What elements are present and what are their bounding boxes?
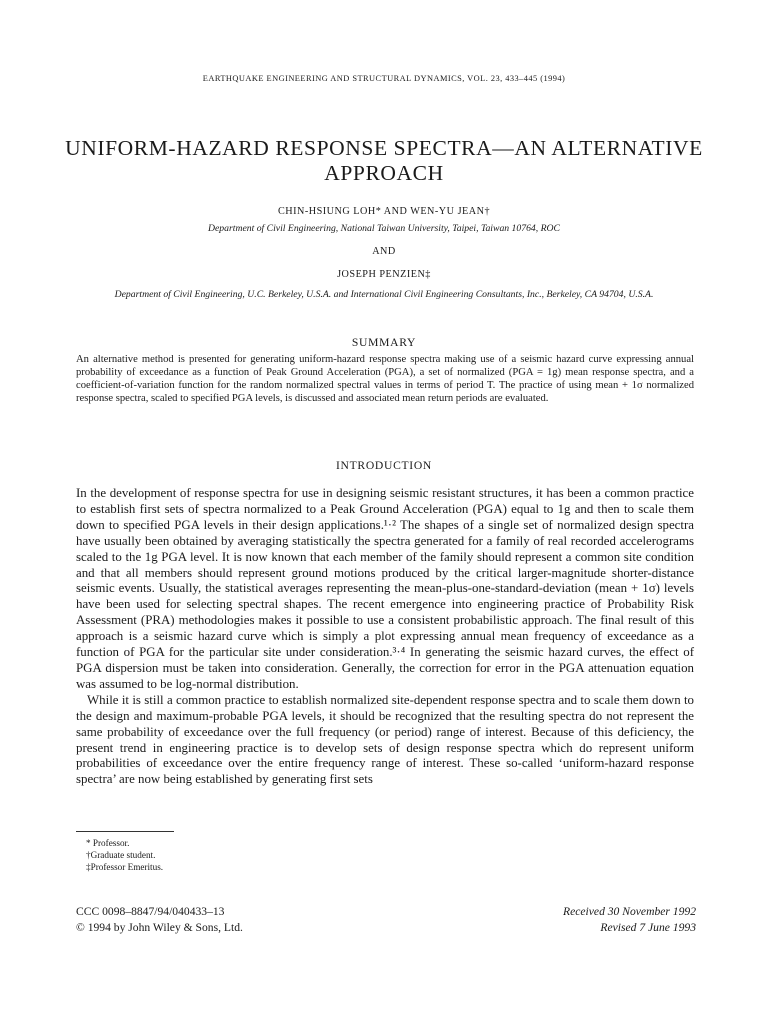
intro-paragraph-1: In the development of response spectra for use in designing seismic resistant structures, it has been a common practice to establish first sets of spectra normalized to a Peak Ground Acceleration (PGA) equal to 1g and then to scale them down to specified PGA levels in their design applications.¹·² The shapes of a single set of normalized design spectra have usually been obtained by averaging statistically the spectra generated for a family of real recorded accelerograms scaled to the 1g PGA level. It is now known that each member of the family should represent a common site condition and that all members should represent ground motions produced by the critical larger-magnitude shorter-distance seismic events. Usually, the statistical averages representing the mean-plus-one-standard-deviation (mean + 1σ) levels have been used for selecting spectral shapes. The recent emergence into engineering practice of Probability Risk Assessment (PRA) methodologies makes it possible to use a consistent probabilistic approach. The final result of this approach is a seismic hazard curve which is simply a plot expressing annual mean frequency of exceedance as a function of PGA for the particular site under consideration.³·⁴ In generating the seismic hazard curves, the effect of PGA dispersion must be taken into consideration. Generally, the correction for error in the PGA attenuation equation was assumed to be log-normal distribution. (76, 486, 694, 691)
copyright-notice: © 1994 by John Wiley & Sons, Ltd. (76, 921, 243, 934)
introduction-heading: INTRODUCTION (336, 459, 432, 472)
footnote-graduate-student: †Graduate student. (86, 850, 156, 861)
journal-header: EARTHQUAKE ENGINEERING AND STRUCTURAL DYNAMICS, VOL. 23, 433–445 (1994) (202, 74, 566, 83)
ccc-code: CCC 0098–8847/94/040433–13 (76, 905, 225, 918)
received-date: Received 30 November 1992 (563, 905, 696, 918)
summary-heading: SUMMARY (351, 336, 417, 349)
footnote-professor: * Professor. (86, 838, 130, 848)
authors-line-2: JOSEPH PENZIEN‡ (337, 269, 431, 280)
copyright-block (76, 904, 243, 936)
intro-paragraph-2: While it is still a common practice to establish normalized site-dependent response spectra and to scale them down to the design and maximum-probable PGA levels, it should be recognized that the resulting spectra do not represent the same probability of exceedance over the full frequency (or period) range of interest. Because of this deficiency, the present trend in engineering practice is to develop sets of design response spectra which do represent uniform probabilities of exceedance over the entire frequency range of interest. These so-called ‘uniform-hazard response spectra’ are now being established by generating first sets (76, 692, 694, 787)
footnote-professor-emeritus: ‡Professor Emeritus. (86, 862, 164, 873)
paper-title: UNIFORM-HAZARD RESPONSE SPECTRA—AN ALTERNATIVE APPROACH (65, 136, 703, 185)
revised-date: Revised 7 June 1993 (600, 921, 696, 934)
footnote-rule (76, 831, 174, 832)
affiliation-2: Department of Civil Engineering, U.C. Berkeley, U.S.A. and International Civil Engineering Consultants, Inc., Berkeley, CA 94704, U.S.A. (114, 289, 654, 300)
summary-text: An alternative method is presented for generating uniform-hazard response spectra making use of a seismic hazard curve expressing annual probability of exceedance as a function of Peak Ground Acceleration (PGA), a set of normalized (PGA = 1g) mean response spectra, and a coefficient-of-variation function for the random normalized spectral values in terms of period T. The practice of using mean + 1σ normalized response spectra, scaled to specified PGA levels, is discussed and associated mean return periods are evaluated. (76, 354, 694, 404)
authors-line-1: CHIN-HSIUNG LOH* AND WEN-YU JEAN† (277, 206, 491, 217)
and-separator: AND (372, 246, 396, 257)
affiliation-1: Department of Civil Engineering, National Taiwan University, Taipei, Taiwan 10764, ROC (208, 223, 560, 234)
received-dates (563, 904, 696, 936)
footnotes (86, 837, 163, 873)
introduction-body (76, 486, 694, 788)
